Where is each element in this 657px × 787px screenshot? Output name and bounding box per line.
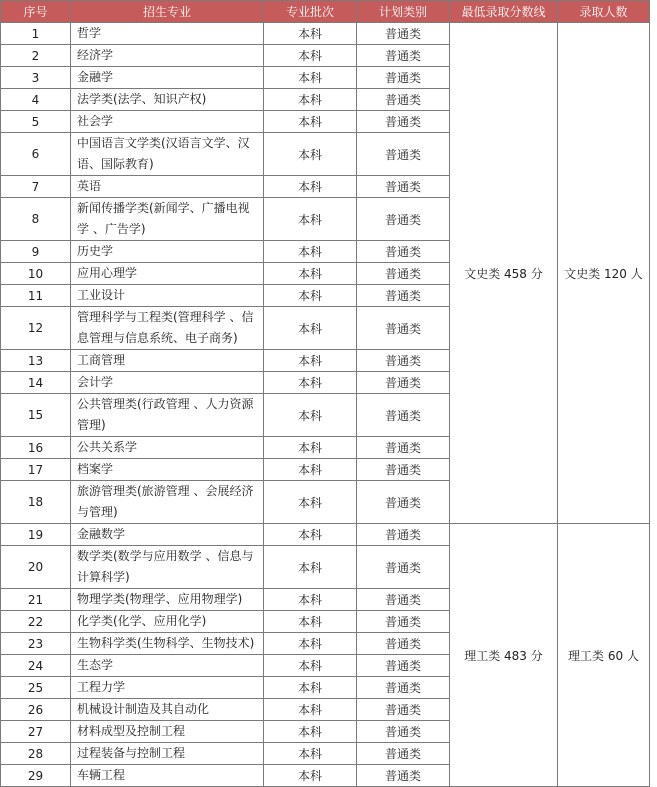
header-cell-category: 计划类别 xyxy=(357,1,450,23)
row-batch: 本科 xyxy=(264,589,357,611)
row-major: 金融数学 xyxy=(71,524,264,546)
row-plan-category: 普通类 xyxy=(357,23,450,45)
row-number: 6 xyxy=(1,133,71,176)
row-major: 公共管理类(行政管理 、人力资源管理) xyxy=(71,394,264,437)
row-number: 21 xyxy=(1,589,71,611)
row-plan-category: 普通类 xyxy=(357,655,450,677)
row-major: 旅游管理类(旅游管理 、会展经济与管理) xyxy=(71,481,264,524)
row-number: 3 xyxy=(1,67,71,89)
row-plan-category: 普通类 xyxy=(357,89,450,111)
row-plan-category: 普通类 xyxy=(357,743,450,765)
row-batch: 本科 xyxy=(264,394,357,437)
header-cell-no: 序号 xyxy=(1,1,71,23)
row-plan-category: 普通类 xyxy=(357,611,450,633)
row-batch: 本科 xyxy=(264,176,357,198)
row-plan-category: 普通类 xyxy=(357,677,450,699)
row-number: 19 xyxy=(1,524,71,546)
row-plan-category: 普通类 xyxy=(357,481,450,524)
row-plan-category: 普通类 xyxy=(357,285,450,307)
row-batch: 本科 xyxy=(264,133,357,176)
row-number: 8 xyxy=(1,198,71,241)
row-plan-category: 普通类 xyxy=(357,45,450,67)
row-major: 公共关系学 xyxy=(71,437,264,459)
row-number: 26 xyxy=(1,699,71,721)
row-plan-category: 普通类 xyxy=(357,765,450,787)
row-major: 历史学 xyxy=(71,241,264,263)
row-plan-category: 普通类 xyxy=(357,721,450,743)
row-batch: 本科 xyxy=(264,285,357,307)
row-major: 英语 xyxy=(71,176,264,198)
row-batch: 本科 xyxy=(264,699,357,721)
row-batch: 本科 xyxy=(264,350,357,372)
row-number: 12 xyxy=(1,307,71,350)
group-min-score: 理工类 483 分 xyxy=(450,524,558,787)
row-plan-category: 普通类 xyxy=(357,394,450,437)
table-row xyxy=(1,23,650,45)
row-batch: 本科 xyxy=(264,89,357,111)
row-batch: 本科 xyxy=(264,524,357,546)
row-plan-category: 普通类 xyxy=(357,699,450,721)
row-batch: 本科 xyxy=(264,721,357,743)
row-plan-category: 普通类 xyxy=(357,133,450,176)
table-body xyxy=(1,23,650,787)
row-plan-category: 普通类 xyxy=(357,459,450,481)
row-batch: 本科 xyxy=(264,481,357,524)
row-batch: 本科 xyxy=(264,437,357,459)
row-number: 16 xyxy=(1,437,71,459)
row-number: 20 xyxy=(1,546,71,589)
row-batch: 本科 xyxy=(264,459,357,481)
row-major: 过程装备与控制工程 xyxy=(71,743,264,765)
row-number: 9 xyxy=(1,241,71,263)
row-number: 22 xyxy=(1,611,71,633)
row-batch: 本科 xyxy=(264,546,357,589)
row-major: 管理科学与工程类(管理科学 、信息管理与信息系统、电子商务) xyxy=(71,307,264,350)
row-batch: 本科 xyxy=(264,611,357,633)
header-cell-min-score: 最低录取分数线 xyxy=(450,1,558,23)
row-number: 24 xyxy=(1,655,71,677)
row-batch: 本科 xyxy=(264,372,357,394)
row-batch: 本科 xyxy=(264,198,357,241)
row-number: 14 xyxy=(1,372,71,394)
row-number: 5 xyxy=(1,111,71,133)
header-row xyxy=(1,1,650,23)
group-enrollment: 理工类 60 人 xyxy=(558,524,650,787)
row-plan-category: 普通类 xyxy=(357,437,450,459)
row-batch: 本科 xyxy=(264,111,357,133)
row-number: 23 xyxy=(1,633,71,655)
row-major: 生态学 xyxy=(71,655,264,677)
row-batch: 本科 xyxy=(264,263,357,285)
row-batch: 本科 xyxy=(264,655,357,677)
row-number: 2 xyxy=(1,45,71,67)
row-number: 1 xyxy=(1,23,71,45)
row-batch: 本科 xyxy=(264,307,357,350)
row-batch: 本科 xyxy=(264,45,357,67)
header-cell-major: 招生专业 xyxy=(71,1,264,23)
row-major: 档案学 xyxy=(71,459,264,481)
row-plan-category: 普通类 xyxy=(357,633,450,655)
row-number: 28 xyxy=(1,743,71,765)
header-cell-enrollment: 录取人数 xyxy=(558,1,650,23)
row-number: 4 xyxy=(1,89,71,111)
row-number: 13 xyxy=(1,350,71,372)
row-major: 哲学 xyxy=(71,23,264,45)
row-major: 化学类(化学、应用化学) xyxy=(71,611,264,633)
row-number: 29 xyxy=(1,765,71,787)
row-plan-category: 普通类 xyxy=(357,524,450,546)
row-batch: 本科 xyxy=(264,743,357,765)
row-major: 应用心理学 xyxy=(71,263,264,285)
row-major: 经济学 xyxy=(71,45,264,67)
row-batch: 本科 xyxy=(264,23,357,45)
row-number: 10 xyxy=(1,263,71,285)
row-plan-category: 普通类 xyxy=(357,263,450,285)
row-number: 11 xyxy=(1,285,71,307)
row-plan-category: 普通类 xyxy=(357,589,450,611)
row-major: 车辆工程 xyxy=(71,765,264,787)
row-batch: 本科 xyxy=(264,67,357,89)
table-row xyxy=(1,524,650,546)
row-plan-category: 普通类 xyxy=(357,241,450,263)
row-number: 18 xyxy=(1,481,71,524)
row-plan-category: 普通类 xyxy=(357,307,450,350)
row-batch: 本科 xyxy=(264,765,357,787)
row-number: 25 xyxy=(1,677,71,699)
row-major: 金融学 xyxy=(71,67,264,89)
row-plan-category: 普通类 xyxy=(357,350,450,372)
row-batch: 本科 xyxy=(264,633,357,655)
row-plan-category: 普通类 xyxy=(357,67,450,89)
row-major: 工业设计 xyxy=(71,285,264,307)
row-number: 15 xyxy=(1,394,71,437)
row-major: 材料成型及控制工程 xyxy=(71,721,264,743)
row-plan-category: 普通类 xyxy=(357,176,450,198)
group-min-score: 文史类 458 分 xyxy=(450,23,558,524)
row-major: 工商管理 xyxy=(71,350,264,372)
row-batch: 本科 xyxy=(264,241,357,263)
row-plan-category: 普通类 xyxy=(357,198,450,241)
row-number: 27 xyxy=(1,721,71,743)
row-major: 中国语言文学类(汉语言文学、汉语、国际教育) xyxy=(71,133,264,176)
row-major: 法学类(法学、知识产权) xyxy=(71,89,264,111)
row-major: 会计学 xyxy=(71,372,264,394)
group-enrollment: 文史类 120 人 xyxy=(558,23,650,524)
row-major: 新闻传播学类(新闻学、广播电视学 、广告学) xyxy=(71,198,264,241)
row-plan-category: 普通类 xyxy=(357,546,450,589)
row-major: 工程力学 xyxy=(71,677,264,699)
row-plan-category: 普通类 xyxy=(357,372,450,394)
row-batch: 本科 xyxy=(264,677,357,699)
row-major: 物理学类(物理学、应用物理学) xyxy=(71,589,264,611)
row-major: 数学类(数学与应用数学 、信息与计算科学) xyxy=(71,546,264,589)
row-plan-category: 普通类 xyxy=(357,111,450,133)
row-number: 7 xyxy=(1,176,71,198)
row-major: 社会学 xyxy=(71,111,264,133)
header-cell-batch: 专业批次 xyxy=(264,1,357,23)
row-major: 生物科学类(生物科学、生物技术) xyxy=(71,633,264,655)
row-major: 机械设计制造及其自动化 xyxy=(71,699,264,721)
row-number: 17 xyxy=(1,459,71,481)
